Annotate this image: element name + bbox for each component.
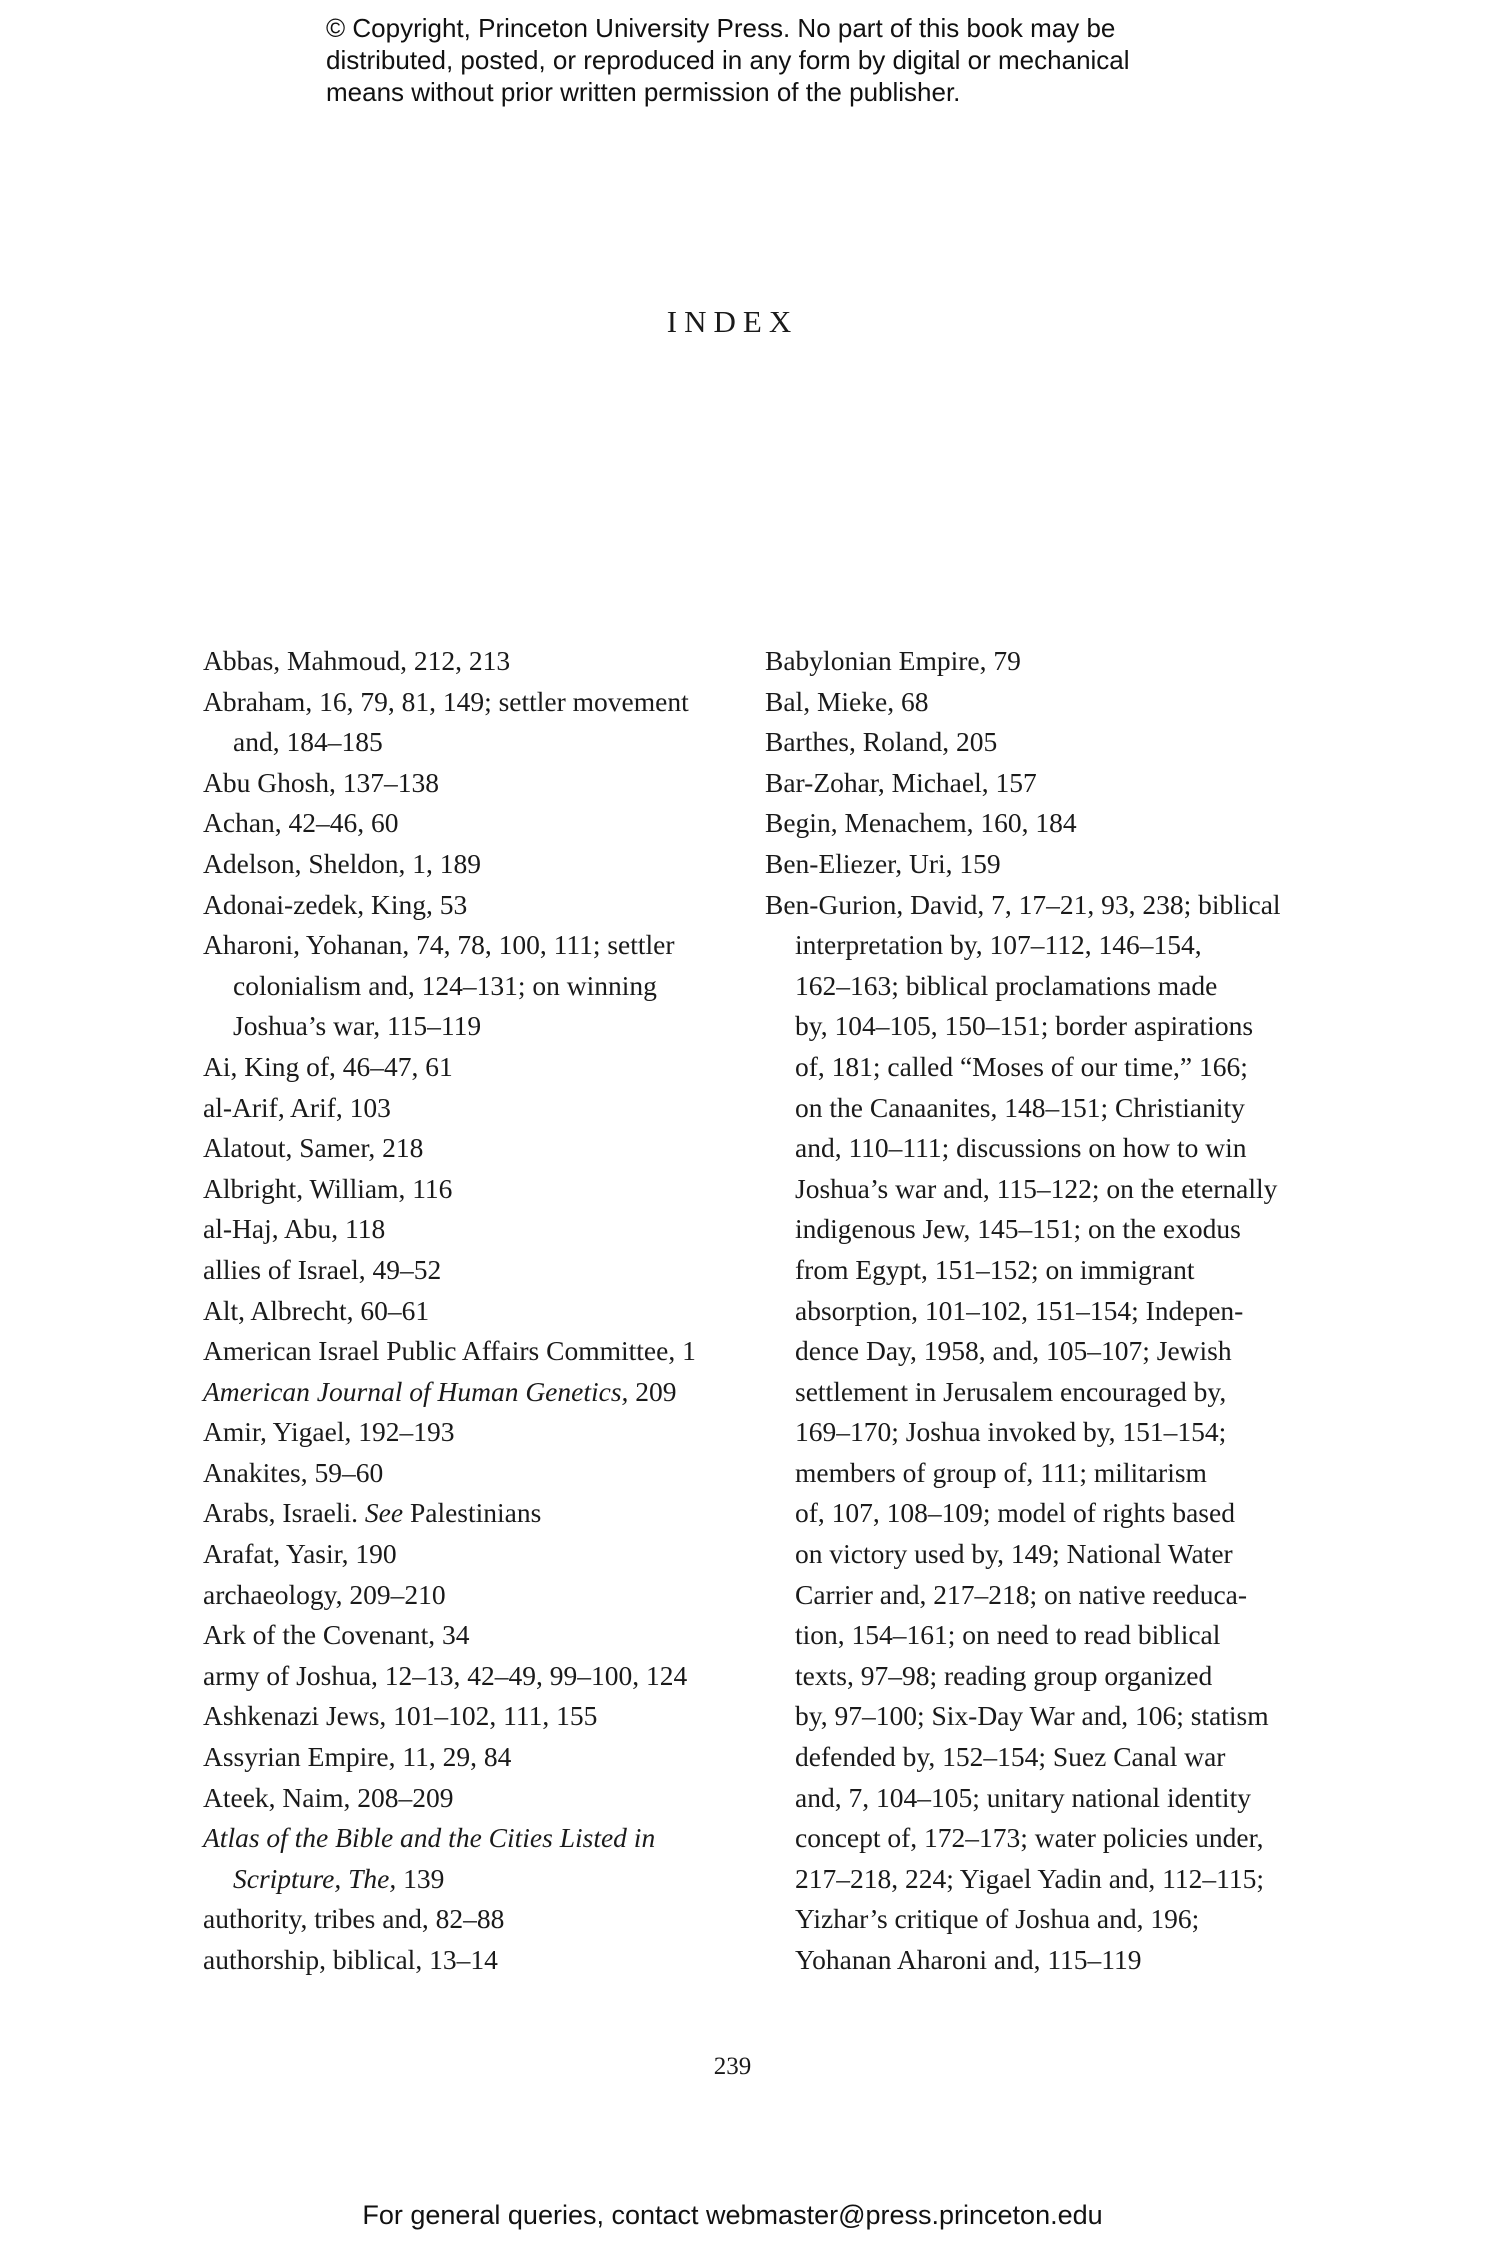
index-entry-line: Achan, 42–46, 60: [203, 807, 399, 839]
copyright-line: © Copyright, Princeton University Press. No part of this book may be: [326, 13, 1116, 43]
copyright-notice: [326, 12, 1226, 108]
index-entry-line: Ai, King of, 46–47, 61: [203, 1050, 453, 1082]
italic-title: Scripture, The,: [233, 1862, 397, 1894]
index-entry-line: Adonai-zedek, King, 53: [203, 888, 468, 920]
index-column-right: [765, 641, 1325, 1981]
index-entry-line: [203, 1818, 763, 1859]
index-entry-continuation: Joshua’s war and, 115–122; on the eternally: [795, 1172, 1278, 1204]
index-entry: [203, 1696, 763, 1737]
index-entry-line: Ateek, Naim, 208–209: [203, 1781, 454, 1813]
index-entry-line: Babylonian Empire, 79: [765, 645, 1021, 676]
index-entry-line: archaeology, 209–210: [203, 1578, 446, 1610]
index-entry: [203, 885, 763, 926]
index-entry-continuation: texts, 97–98; reading group organized: [795, 1659, 1213, 1691]
index-entry-continuation: 217–218, 224; Yigael Yadin and, 112–115;: [795, 1862, 1265, 1894]
index-entry-continuation: of, 107, 108–109; model of rights based: [795, 1497, 1235, 1529]
index-entry: [203, 1047, 763, 1088]
index-entry-line: Barthes, Roland, 205: [765, 726, 998, 758]
index-entry-line: American Journal of Human Genetics, 209: [203, 1375, 677, 1407]
index-entry-line: Aharoni, Yohanan, 74, 78, 100, 111; settler: [203, 929, 675, 961]
index-entry: [203, 763, 763, 804]
index-entry-continuation: by, 97–100; Six-Day War and, 106; statism: [795, 1700, 1269, 1732]
index-entry: [765, 885, 1325, 1981]
index-entry-line: Arafat, Yasir, 190: [203, 1538, 397, 1570]
index-entry-continuation: of, 181; called “Moses of our time,” 166;: [795, 1050, 1248, 1082]
index-entry-line: Ashkenazi Jews, 101–102, 111, 155: [203, 1700, 598, 1732]
index-entry-line: authorship, biblical, 13–14: [203, 1944, 498, 1975]
index-entry: [203, 1372, 763, 1413]
index-entry: [765, 844, 1325, 885]
index-entry-line: Abraham, 16, 79, 81, 149; settler movement: [203, 685, 689, 717]
index-entry-line: Anakites, 59–60: [203, 1456, 384, 1488]
index-entry-continuation: and, 7, 104–105; unitary national identity: [795, 1781, 1251, 1813]
index-entry: [765, 682, 1325, 723]
index-entry: [203, 1818, 763, 1899]
index-entry: [203, 844, 763, 885]
index-entry-continuation: Scripture, The, 139: [233, 1862, 445, 1894]
index-entry: [765, 763, 1325, 804]
index-entry: [203, 1209, 763, 1250]
index-entry: [203, 1615, 763, 1656]
index-entry-line: Ark of the Covenant, 34: [203, 1619, 470, 1651]
copyright-line: distributed, posted, or reproduced in any form by digital or mechanical: [326, 45, 1130, 75]
italic-title: American Journal of Human Genetics,: [203, 1375, 629, 1407]
index-entry-continuation: colonialism and, 124–131; on winning: [233, 969, 657, 1001]
index-entry: [203, 1493, 763, 1534]
index-entry-continuation: members of group of, 111; militarism: [795, 1456, 1207, 1488]
index-entry-continuation: 169–170; Joshua invoked by, 151–154;: [795, 1416, 1227, 1448]
index-entry-line: American Israel Public Affairs Committee, 1: [203, 1335, 696, 1367]
index-entry-line: al-Arif, Arif, 103: [203, 1091, 391, 1123]
index-entry: [203, 1534, 763, 1575]
see-reference-label: See: [364, 1497, 404, 1529]
index-entry: [203, 1778, 763, 1819]
copyright-line: means without prior written permission of the publisher.: [326, 77, 961, 107]
index-entry-continuation: from Egypt, 151–152; on immigrant: [795, 1253, 1195, 1285]
index-entry-line: allies of Israel, 49–52: [203, 1253, 442, 1285]
index-entry-continuation: and, 184–185: [233, 726, 383, 758]
index-entry-line: Arabs, Israeli. See Palestinians: [203, 1497, 542, 1529]
index-entry-continuation: settlement in Jerusalem encouraged by,: [795, 1375, 1227, 1407]
index-entry-continuation: dence Day, 1958, and, 105–107; Jewish: [795, 1335, 1232, 1367]
index-entry-continuation: on the Canaanites, 148–151; Christianity: [795, 1091, 1245, 1123]
index-entry-line: Alatout, Samer, 218: [203, 1132, 424, 1164]
index-entry-line: authority, tribes and, 82–88: [203, 1903, 505, 1935]
index-entry-continuation: 162–163; biblical proclamations made: [795, 969, 1218, 1001]
index-entry-line: Albright, William, 116: [203, 1172, 453, 1204]
index-entry: [203, 1331, 763, 1372]
index-entry-continuation: by, 104–105, 150–151; border aspirations: [795, 1010, 1254, 1042]
index-entry-continuation: Yizhar’s critique of Joshua and, 196;: [795, 1903, 1200, 1935]
index-entry-continuation: and, 110–111; discussions on how to win: [795, 1132, 1247, 1164]
index-entry-continuation: absorption, 101–102, 151–154; Indepen-: [795, 1294, 1244, 1326]
index-column-left: [203, 641, 763, 1981]
index-entry: [765, 722, 1325, 763]
index-entry-line: Bar-Zohar, Michael, 157: [765, 766, 1037, 798]
index-entry-line: Adelson, Sheldon, 1, 189: [203, 847, 482, 879]
italic-title: Atlas of the Bible and the Cities Listed in: [203, 1822, 656, 1854]
index-entry: [203, 1737, 763, 1778]
index-entry: [203, 1291, 763, 1332]
index-entry-continuation: Yohanan Aharoni and, 115–119: [795, 1944, 1142, 1975]
index-entry: [203, 1940, 763, 1981]
index-entry: [203, 925, 763, 1047]
index-entry: [203, 1128, 763, 1169]
index-entry: [203, 1453, 763, 1494]
index-entry-continuation: on victory used by, 149; National Water: [795, 1538, 1233, 1570]
index-entry: [203, 1412, 763, 1453]
index-entry-line: Ben-Gurion, David, 7, 17–21, 93, 238; biblical: [765, 888, 1281, 920]
index-entry: [203, 1575, 763, 1616]
index-entry-continuation: interpretation by, 107–112, 146–154,: [795, 929, 1202, 961]
index-entry-line: Alt, Albrecht, 60–61: [203, 1294, 430, 1326]
index-entry: [203, 641, 763, 682]
index-entry: [765, 641, 1325, 682]
index-entry-continuation: defended by, 152–154; Suez Canal war: [795, 1741, 1226, 1773]
index-entry-line: Amir, Yigael, 192–193: [203, 1416, 455, 1448]
index-entry: [203, 1169, 763, 1210]
index-entry-line: army of Joshua, 12–13, 42–49, 99–100, 124: [203, 1659, 688, 1691]
index-entry-line: Begin, Menachem, 160, 184: [765, 807, 1077, 839]
index-entry-continuation: tion, 154–161; on need to read biblical: [795, 1619, 1221, 1651]
index-entry: [765, 803, 1325, 844]
index-entry-line: al-Haj, Abu, 118: [203, 1213, 386, 1245]
index-entry-continuation: concept of, 172–173; water policies under,: [795, 1822, 1264, 1854]
index-entry: [203, 1656, 763, 1697]
page-number: 239: [713, 2053, 752, 2080]
page-title: INDEX: [666, 304, 799, 339]
index-entry: [203, 803, 763, 844]
index-entry: [203, 682, 763, 763]
index-entry-line: Ben-Eliezer, Uri, 159: [765, 847, 1001, 879]
index-entry-continuation: indigenous Jew, 145–151; on the exodus: [795, 1213, 1241, 1245]
index-entry-line: Bal, Mieke, 68: [765, 685, 929, 717]
index-entry: [203, 1899, 763, 1940]
index-entry-continuation: Carrier and, 217–218; on native reeduca-: [795, 1578, 1248, 1610]
index-entry-continuation: Joshua’s war, 115–119: [233, 1010, 482, 1042]
index-entry-line: Assyrian Empire, 11, 29, 84: [203, 1741, 512, 1773]
footer-contact: For general queries, contact webmaster@press.princeton.edu: [362, 2200, 1103, 2230]
index-entry-line: Abbas, Mahmoud, 212, 213: [203, 645, 511, 676]
index-entry-line: Abu Ghosh, 137–138: [203, 766, 440, 798]
index-entry: [203, 1250, 763, 1291]
index-entry: [203, 1088, 763, 1129]
